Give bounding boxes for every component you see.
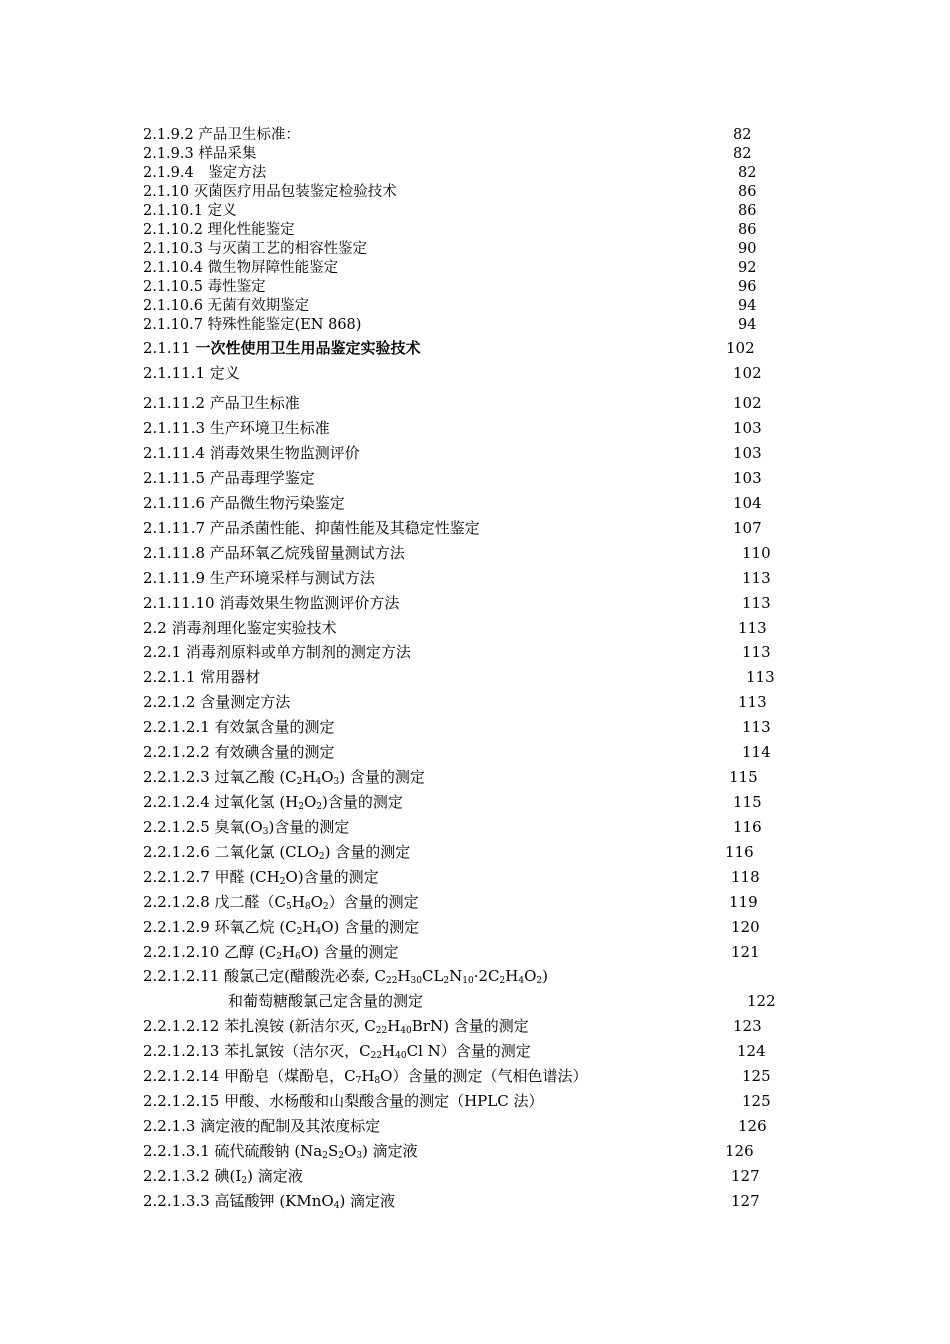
- toc-entry-title: 2.2.1.2 含量测定方法: [143, 693, 291, 711]
- toc-entry-title: 2.2.1.3.3 高锰酸钾 (KMnO$_4$) 滴定液: [143, 1192, 396, 1211]
- toc-entry-title: 2.2.1.1 常用器材: [143, 668, 261, 686]
- toc-entry-title: 2.2.1.2.6 二氧化氯 $(CLO_2)$ 含量的测定: [143, 843, 411, 862]
- toc-entry-title: 2.2.1.2.9 环氧乙烷 $(C_2H_4O)$ 含量的测定: [143, 918, 420, 937]
- toc-entry-title: 2.2.1 消毒剂原料或单方制剂的测定方法: [143, 643, 411, 661]
- toc-entry-title: 2.2.1.2.8 戊二醛$(C_5H_8O_2)$含量的测定: [143, 893, 419, 912]
- toc-entry-title: 和葡萄糖酸氯己定含量的测定: [228, 992, 424, 1010]
- toc-entry-title: 2.1.9.2 产品卫生标准：: [143, 127, 300, 143]
- toc-entry-page-number: 102: [726, 339, 755, 357]
- toc-entry-title: 2.1.11.4 消毒效果生物监测评价: [143, 444, 360, 462]
- toc-entry-page-number: 82: [733, 127, 752, 143]
- toc-entry-page-number: 110: [742, 544, 771, 562]
- toc-entry-page-number: 113: [746, 668, 775, 686]
- toc-entry-page-number: 82: [738, 165, 757, 181]
- toc-entry-page-number: 82: [733, 146, 752, 162]
- toc-entry-page-number: 113: [742, 718, 771, 736]
- toc-entry-page-number: 126: [738, 1117, 767, 1135]
- toc-entry-title: 2.1.11.10 消毒效果生物监测评价方法: [143, 594, 400, 612]
- toc-entry-title: 2.1.10.3 与灭菌工艺的相容性鉴定: [143, 241, 368, 257]
- toc-entry-page-number: 122: [747, 992, 776, 1010]
- toc-entry-page-number: 103: [733, 469, 762, 487]
- toc-entry-page-number: 102: [733, 364, 762, 382]
- toc-entry-page-number: 119: [729, 893, 758, 911]
- toc-entry-title: 2.1.11.5 产品毒理学鉴定: [143, 469, 315, 487]
- toc-entry-title: 2.2.1.2.4 过氧化氢 $(H_2O_2)$含量的测定: [143, 793, 403, 812]
- toc-entry-title: 2.2.1.2.12 苯扎溴铵 (新洁尔灭, $C_{22}H_{40}BrN$) 含量的测定: [143, 1017, 529, 1036]
- toc-entry-page-number: 127: [731, 1192, 760, 1210]
- toc-entry-page-number: 102: [733, 394, 762, 412]
- toc-entry-title: 2.2.1.2.10 乙醇 $(C_2H_6O)$ 含量的测定: [143, 943, 399, 962]
- toc-entry-page-number: 118: [731, 868, 760, 886]
- toc-entry-title: 2.1.11.6 产品微生物污染鉴定: [143, 494, 345, 512]
- toc-entry-title: 2.1.11.2 产品卫生标准: [143, 394, 300, 412]
- toc-entry-title: 2.2.1.2.14 甲酚皂（煤酚皂，$C_7H_8O$）含量的测定（气相色谱法）: [143, 1067, 588, 1086]
- toc-entry-title: 2.1.10.5 毒性鉴定: [143, 279, 266, 295]
- toc-entry-title: 2.2.1.2.5 臭氧$(O_3)$含量的测定: [143, 818, 350, 837]
- toc-entry-title: 2.1.10.4 微生物屏障性能鉴定: [143, 260, 339, 276]
- toc-entry-title: 2.2.1.2.15 甲酸、水杨酸和山梨酸含量的测定（HPLC 法）: [143, 1092, 544, 1110]
- toc-entry-title: 2.2.1.3.1 硫代硫酸钠 $(Na_2S_2O_3)$ 滴定液: [143, 1142, 418, 1161]
- toc-entry-title: 2.1.9.3 样品采集: [143, 146, 257, 162]
- toc-entry-title: 2.2.1.2.1 有效氯含量的测定: [143, 718, 335, 736]
- toc-entry-page-number: 94: [738, 298, 757, 314]
- toc-entry-title: 2.2.1.2.13 苯扎氯铵（洁尔灭，$C_{22}H_{40}Cl$ N）含量的测定: [143, 1042, 531, 1061]
- toc-entry-title: 2.2.1.2.2 有效碘含量的测定: [143, 743, 335, 761]
- toc-entry-title: 2.1.11.8 产品环氧乙烷残留量测试方法: [143, 544, 405, 562]
- toc-entry-page-number: 113: [742, 594, 771, 612]
- toc-entry-page-number: 103: [733, 444, 762, 462]
- toc-entry-title: 2.2.1.2.11 酸氯己定(醋酸洗必泰, $C_{22}H_{30}CL_2N_{10}\cdot 2C_2H_4O_2$): [143, 967, 548, 986]
- toc-entry-page-number: 113: [738, 619, 767, 637]
- toc-entry-title: 2.2 消毒剂理化鉴定实验技术: [143, 619, 337, 637]
- toc-entry-page-number: 90: [738, 241, 757, 257]
- toc-entry-page-number: 125: [742, 1092, 771, 1110]
- toc-entry-page-number: 113: [738, 693, 767, 711]
- toc-entry-page-number: 124: [737, 1042, 766, 1060]
- toc-entry-page-number: 126: [725, 1142, 754, 1160]
- toc-entry-page-number: 125: [742, 1067, 771, 1085]
- toc-entry-page-number: 86: [738, 203, 757, 219]
- toc-entry-page-number: 92: [738, 260, 757, 276]
- toc-entry-title: 2.1.9.4 鉴定方法: [143, 165, 267, 181]
- toc-entry-page-number: 107: [733, 519, 762, 537]
- toc-entry-page-number: 123: [733, 1017, 762, 1035]
- toc-entry-title: 2.1.10.7 特殊性能鉴定(EN 868): [143, 317, 362, 333]
- toc-entry-page-number: 94: [738, 317, 757, 333]
- toc-entry-title: 2.2.1.2.7 甲醛 $(CH_2O)$含量的测定: [143, 868, 379, 887]
- toc-entry-page-number: 115: [729, 768, 758, 786]
- toc-entry-title-bold: 一次性使用卫生用品鉴定实验技术: [195, 339, 421, 357]
- toc-entry-title: 2.1.11.9 生产环境采样与测试方法: [143, 569, 375, 587]
- toc-entry-title: 2.1.10.1 定义: [143, 203, 237, 219]
- toc-entry-title: 2.1.10.6 无菌有效期鉴定: [143, 298, 310, 314]
- toc-entry-title: 2.2.1.2.3 过氧乙酸 $(C_2H_4O_3)$ 含量的测定: [143, 768, 425, 787]
- toc-entry-title: 2.1.11.3 生产环境卫生标准: [143, 419, 330, 437]
- toc-entry-page-number: 103: [733, 419, 762, 437]
- toc-entry-title: 2.2.1.3 滴定液的配制及其浓度标定: [143, 1117, 381, 1135]
- toc-entry-page-number: 116: [733, 818, 762, 836]
- toc-entry-page-number: 127: [731, 1167, 760, 1185]
- toc-entry-page-number: 120: [731, 918, 760, 936]
- toc-entry-title: 2.1.11.1 定义: [143, 364, 240, 382]
- toc-entry-page-number: 116: [725, 843, 754, 861]
- toc-entry-page-number: 115: [733, 793, 762, 811]
- toc-entry-page-number: 86: [738, 184, 757, 200]
- toc-entry-title: 2.2.1.3.2 碘$(I_2)$ 滴定液: [143, 1167, 303, 1186]
- toc-entry-page-number: 104: [733, 494, 762, 512]
- toc-entry-title: 2.1.11 一次性使用卫生用品鉴定实验技术: [143, 339, 421, 357]
- toc-entry-title: 2.1.10.2 理化性能鉴定: [143, 222, 295, 238]
- toc-entry-page-number: 121: [731, 943, 760, 961]
- toc-entry-page-number: 113: [742, 569, 771, 587]
- toc-entry-title: 2.1.11.7 产品杀菌性能、抑菌性能及其稳定性鉴定: [143, 519, 480, 537]
- toc-entry-title: 2.1.10 灭菌医疗用品包装鉴定检验技术: [143, 184, 397, 200]
- toc-entry-page-number: 96: [738, 279, 757, 295]
- toc-entry-page-number: 86: [738, 222, 757, 238]
- toc-entry-page-number: 113: [742, 643, 771, 661]
- toc-entry-page-number: 114: [742, 743, 771, 761]
